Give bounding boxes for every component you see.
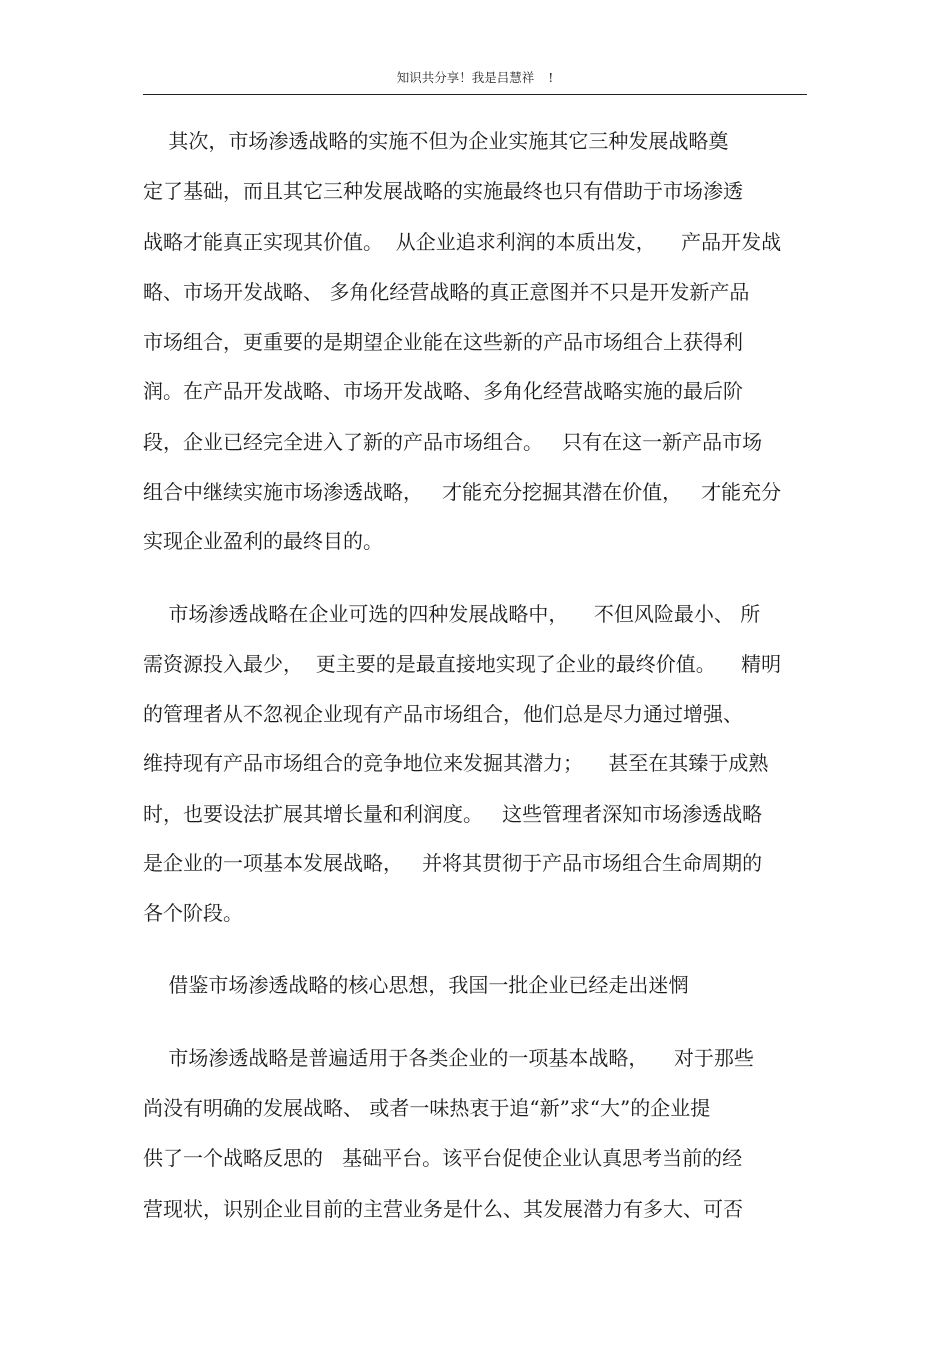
text-line: 营现状，识别企业目前的主营业务是什么、其发展潜力有多大、可否 <box>143 1197 743 1221</box>
header-suffix: ! <box>548 70 554 85</box>
text-line: 实现企业盈利的最终目的。 <box>143 529 383 553</box>
text-line: 是企业的一项基本发展战略， 并将其贯彻于产品市场组合生命周期的 <box>143 851 763 875</box>
text-line: 市场渗透战略在企业可选的四种发展战略中， 不但风险最小、 所 <box>143 602 761 626</box>
text-line: 组合中继续实施市场渗透战略， 才能充分挖掘其潜在价值， 才能充分 <box>143 480 782 504</box>
text-line: 定了基础，而且其它三种发展战略的实施最终也只有借助于市场渗透 <box>143 179 743 203</box>
text-line: 润。在产品开发战略、市场开发战略、多角化经营战略实施的最后阶 <box>143 379 743 403</box>
text-line: 战略才能真正实现其价值。 从企业追求利润的本质出发， 产品开发战 <box>143 230 782 254</box>
text-line: 的管理者从不忽视企业现有产品市场组合，他们总是尽力通过增强、 <box>143 702 743 726</box>
text-line: 借鉴市场渗透战略的核心思想，我国一批企业已经走出迷惘 <box>143 973 689 997</box>
text-line: 时，也要设法扩展其增长量和利润度。 这些管理者深知市场渗透战略 <box>143 802 763 826</box>
text-line: 其次，市场渗透战略的实施不但为企业实施其它三种发展战略奠 <box>143 129 729 153</box>
text-line: 维持现有产品市场组合的竞争地位来发掘其潜力； 甚至在其臻于成熟 <box>143 751 769 775</box>
header-text: 知识共分享！我是吕慧祥 <box>396 70 535 85</box>
page-header <box>143 70 807 95</box>
text-line: 市场渗透战略是普遍适用于各类企业的一项基本战略， 对于那些 <box>143 1046 754 1070</box>
text-line: 尚没有明确的发展战略、 或者一味热衷于追“新”求“大”的企业提 <box>143 1096 711 1120</box>
text-line: 需资源投入最少， 更主要的是最直接地实现了企业的最终价值。 精明 <box>143 652 782 676</box>
text-line: 略、市场开发战略、 多角化经营战略的真正意图并不只是开发新产品 <box>143 280 750 304</box>
text-line: 各个阶段。 <box>143 901 243 925</box>
text-line: 供了一个战略反思的 基础平台。该平台促使企业认真思考当前的经 <box>143 1146 743 1170</box>
text-line: 市场组合，更重要的是期望企业能在这些新的产品市场组合上获得利 <box>143 330 743 354</box>
text-line: 段，企业已经完全进入了新的产品市场组合。 只有在这一新产品市场 <box>143 430 763 454</box>
